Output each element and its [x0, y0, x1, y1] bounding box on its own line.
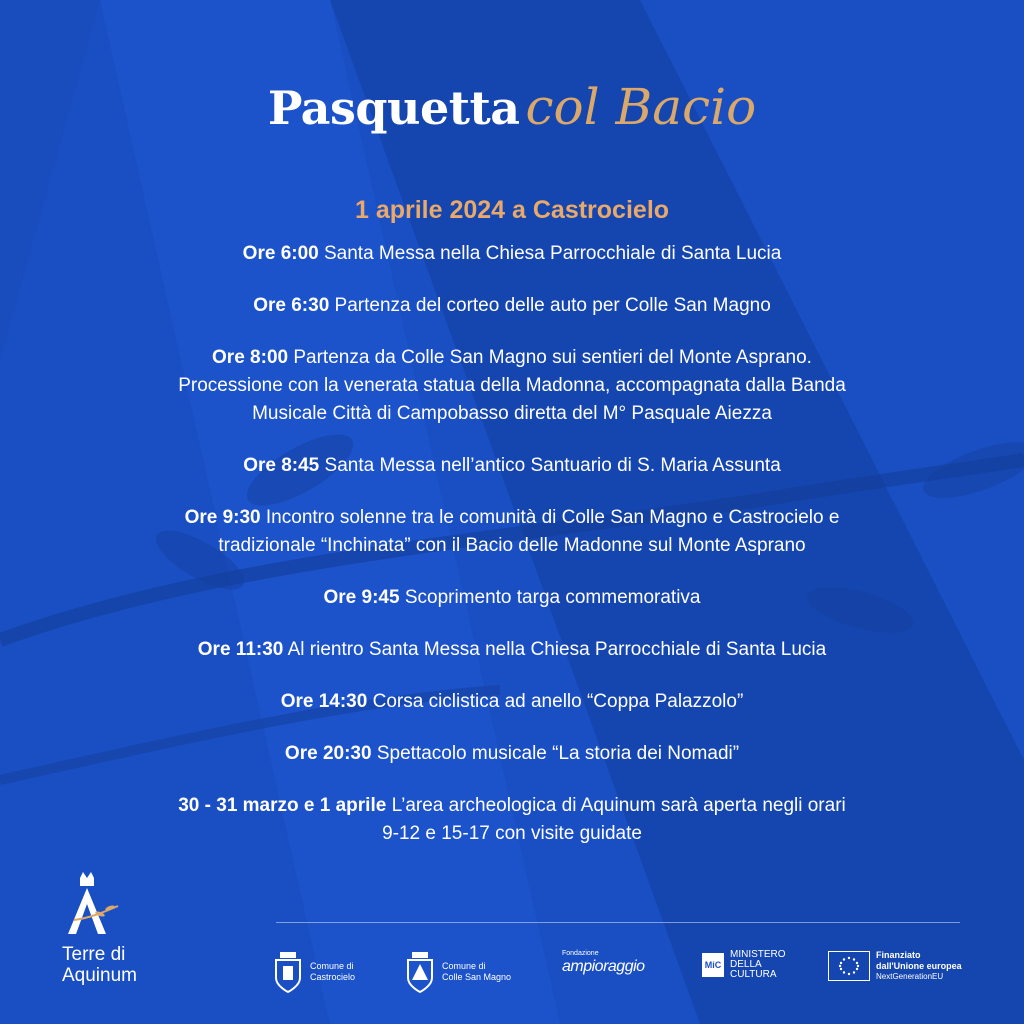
- schedule-item-line: [80, 292, 944, 320]
- schedule-item-line: [80, 344, 944, 372]
- mic-logo-icon: MiC: [702, 953, 724, 977]
- schedule-item-text: Musicale Città di Campobasso diretta del M° Pasquale Aiezza: [252, 403, 772, 424]
- castrocielo-crest-icon: [272, 950, 304, 994]
- schedule-item: [80, 240, 944, 268]
- schedule-item: [80, 688, 944, 716]
- schedule-item-line: [80, 636, 944, 664]
- event-date-location: 1 aprile 2024 a Castrocielo: [354, 196, 670, 224]
- colle-san-magno-crest-icon: [404, 950, 436, 994]
- partner-eu-funding: Finanziato dall'Unione europea NextGenerationEU: [828, 950, 962, 982]
- partner-castrocielo: Comune di Castrocielo: [272, 950, 355, 994]
- schedule-item: [80, 292, 944, 320]
- schedule-item-text: Processione con la venerata statua della Madonna, accompagnata dalla Banda: [178, 375, 846, 396]
- schedule-item: [80, 344, 944, 428]
- partner-ampioraggio: Fondazione ampioraggio: [562, 950, 645, 975]
- footer-divider: [276, 922, 960, 923]
- schedule-list: [80, 240, 944, 872]
- schedule-item: [80, 584, 944, 612]
- schedule-item-line: [80, 740, 944, 768]
- partner-ministero-cultura: MiC MINISTERO DELLA CULTURA: [702, 950, 786, 980]
- schedule-item-time: Ore 9:30: [184, 507, 261, 528]
- schedule-item-text: Corsa ciclistica ad anello “Coppa Palazzolo”: [372, 691, 744, 712]
- schedule-item: [80, 504, 944, 560]
- schedule-item: [80, 452, 944, 480]
- eu-flag-icon: [828, 951, 870, 981]
- ampioraggio-logo: ampioraggio: [562, 958, 645, 975]
- schedule-item-line: [80, 452, 944, 480]
- brand-name: Terre di Aquinum: [62, 944, 137, 986]
- schedule-item-line: [80, 504, 944, 532]
- title-main: Pasquetta: [267, 81, 520, 135]
- schedule-item-time: Ore 9:45: [323, 587, 400, 608]
- schedule-item-line: [80, 820, 944, 848]
- schedule-item-text: tradizionale “Inchinata” con il Bacio delle Madonne sul Monte Asprano: [218, 535, 806, 556]
- schedule-item-line: [80, 792, 944, 820]
- schedule-item-line: [80, 372, 944, 400]
- schedule-item-text: Partenza del corteo delle auto per Colle San Magno: [334, 295, 771, 316]
- schedule-item-text: Santa Messa nella Chiesa Parrocchiale di Santa Lucia: [324, 243, 782, 264]
- schedule-item-text: Scoprimento targa commemorativa: [404, 587, 701, 608]
- schedule-item-line: [80, 532, 944, 560]
- schedule-item: [80, 740, 944, 768]
- schedule-item-line: [80, 584, 944, 612]
- schedule-item-text: 9-12 e 15-17 con visite guidate: [382, 823, 642, 844]
- schedule-item: [80, 636, 944, 664]
- schedule-item-line: [80, 400, 944, 428]
- schedule-item-time: Ore 14:30: [280, 691, 368, 712]
- schedule-item-line: [80, 240, 944, 268]
- schedule-item-text: L’area archeologica di Aquinum sarà aperta negli orari: [391, 795, 846, 816]
- page-title: [0, 78, 1024, 136]
- schedule-item-text: Partenza da Colle San Magno sui sentieri del Monte Asprano.: [293, 347, 812, 368]
- schedule-item-time: Ore 6:00: [242, 243, 319, 264]
- schedule-item-text: Santa Messa nell’antico Santuario di S. Maria Assunta: [324, 455, 781, 476]
- schedule-item-text: Spettacolo musicale “La storia dei Nomadi”: [376, 743, 740, 764]
- schedule-item-time: Ore 8:45: [243, 455, 320, 476]
- schedule-item-line: [80, 688, 944, 716]
- schedule-item: [80, 792, 944, 848]
- schedule-item-time: Ore 11:30: [197, 639, 284, 660]
- schedule-item-time: Ore 6:30: [253, 295, 330, 316]
- schedule-item-time: Ore 20:30: [284, 743, 372, 764]
- schedule-item-text: Al rientro Santa Messa nella Chiesa Parrocchiale di Santa Lucia: [287, 639, 827, 660]
- partner-colle-san-magno: Comune di Colle San Magno: [404, 950, 511, 994]
- schedule-item-text: Incontro solenne tra le comunità di Colle San Magno e Castrocielo e: [265, 507, 840, 528]
- schedule-item-time: 30 - 31 marzo e 1 aprile: [178, 795, 387, 816]
- title-script: col Bacio: [525, 78, 757, 136]
- schedule-item-time: Ore 8:00: [212, 347, 289, 368]
